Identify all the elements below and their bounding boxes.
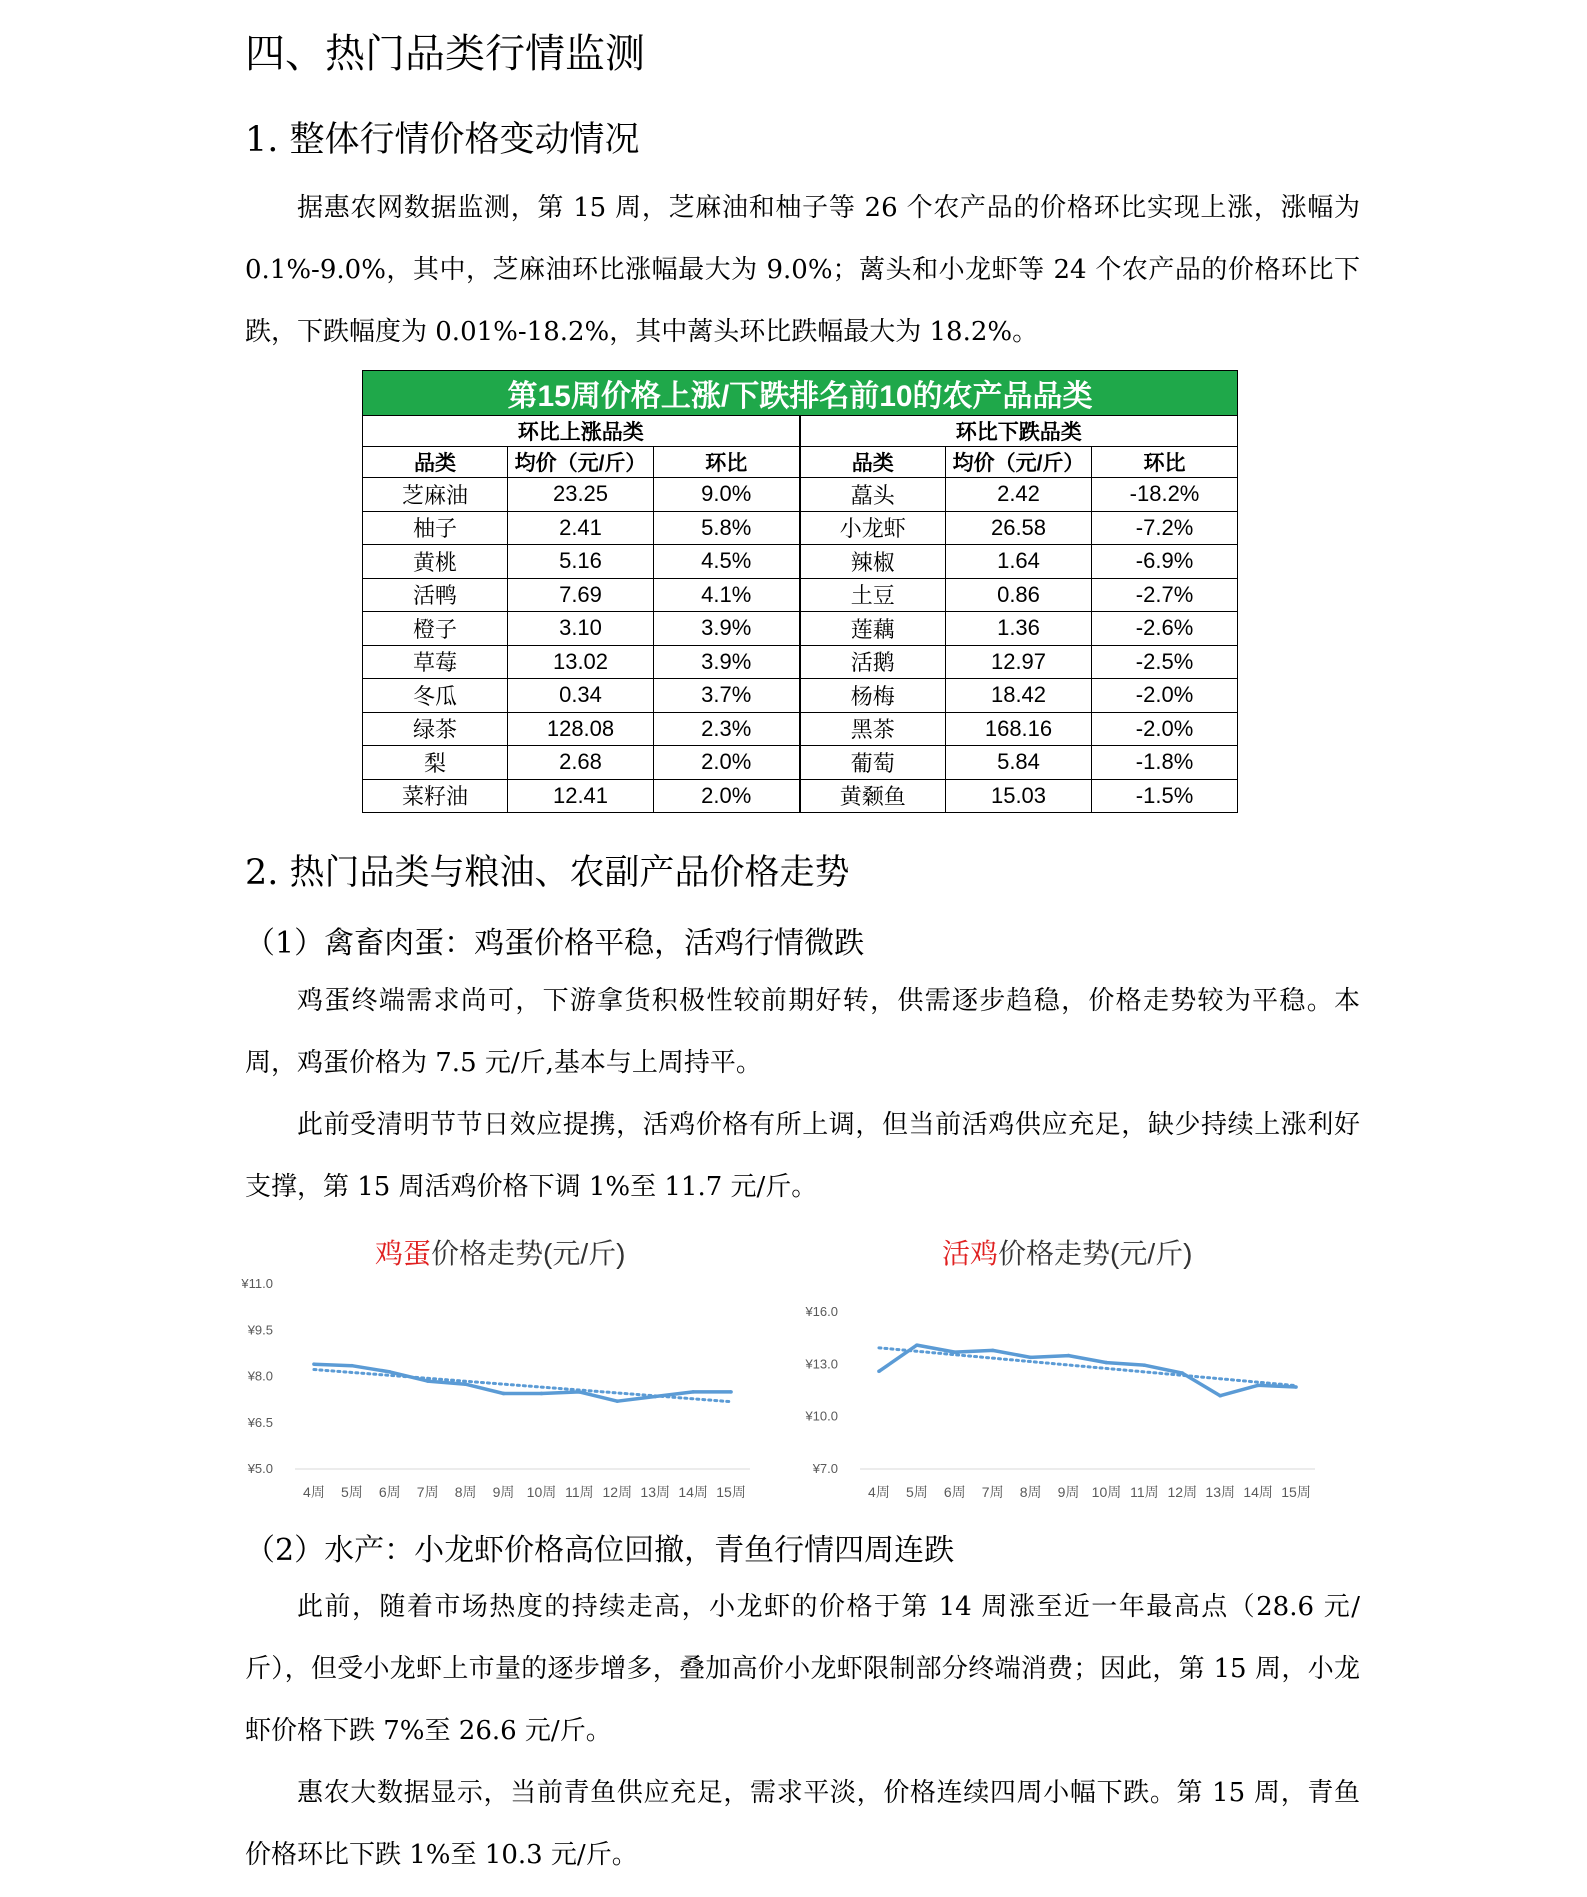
table-row <box>363 779 1238 813</box>
x-tick-label: 15周 <box>1281 1484 1311 1500</box>
x-tick-label: 10周 <box>526 1484 557 1500</box>
data-point <box>1256 1383 1260 1387</box>
column-header: 品类 <box>800 447 946 478</box>
table-cell: 活鸭 <box>363 578 508 612</box>
y-tick-label: ¥5.0 <box>247 1461 273 1476</box>
up-group-header: 环比上涨品类 <box>363 416 800 447</box>
data-point <box>1143 1363 1147 1367</box>
x-tick-label: 12周 <box>602 1484 633 1500</box>
y-tick-label: ¥13.0 <box>805 1356 838 1372</box>
x-tick-label: 15周 <box>716 1484 746 1500</box>
x-tick-label: 14周 <box>1243 1484 1273 1500</box>
y-tick-label: ¥11.0 <box>241 1276 273 1291</box>
table-cell: -6.9% <box>1092 545 1238 579</box>
column-header: 均价（元/斤） <box>946 447 1092 478</box>
data-point <box>464 1382 468 1386</box>
table-cell: 0.34 <box>508 679 654 713</box>
series-line <box>314 1364 731 1401</box>
y-tick-label: ¥8.0 <box>247 1368 273 1384</box>
x-tick-label: 7周 <box>981 1484 1004 1500</box>
section-title: 四、热门品类行情监测 <box>245 31 645 77</box>
data-point <box>540 1392 544 1396</box>
data-point <box>653 1395 657 1399</box>
item2-title: （2）水产：小龙虾价格高位回撤，青鱼行情四周连跌 <box>245 1533 955 1568</box>
table-cell: 草莓 <box>363 645 508 679</box>
table-cell: 3.10 <box>508 612 654 646</box>
subsection-title-1: 1. 整体行情价格变动情况 <box>245 120 640 160</box>
data-point <box>350 1364 354 1368</box>
table-cell: 7.69 <box>508 578 654 612</box>
column-header: 环比 <box>654 447 800 478</box>
table-cell: 4.1% <box>654 578 800 612</box>
table-cell: 18.42 <box>946 679 1092 713</box>
table-cell: -1.5% <box>1092 779 1238 813</box>
trendline <box>879 1348 1296 1386</box>
table-cell: -2.7% <box>1092 578 1238 612</box>
x-tick-label: 11周 <box>565 1484 594 1500</box>
y-tick-label: ¥10.0 <box>805 1408 838 1424</box>
table-row <box>363 746 1238 780</box>
price-ranking-table <box>362 370 1237 813</box>
x-tick-label: 4周 <box>868 1484 890 1500</box>
crayfish-paragraph: 此前，随着市场热度的持续走高，小龙虾的价格于第 14 周涨至近一年最高点（28.6 元/斤），但受小龙虾上市量的逐步增多，叠加高价小龙虾限制部分终端消费；因此，第 15 周，小龙虾价格下跌 7%至 26.6 元/斤。 <box>245 1592 1360 1746</box>
table-cell: 2.41 <box>508 511 654 545</box>
table-cell: 26.58 <box>946 511 1092 545</box>
y-tick-label: ¥16.0 <box>805 1304 838 1319</box>
table-cell: 橙子 <box>363 612 508 646</box>
table-cell: 黄颡鱼 <box>800 779 946 813</box>
data-point <box>877 1370 881 1374</box>
data-point <box>953 1350 957 1354</box>
data-point <box>691 1390 695 1394</box>
chart-title-highlight: 鸡蛋 <box>375 1238 432 1269</box>
table-cell: 3.7% <box>654 679 800 713</box>
x-tick-label: 7周 <box>416 1484 439 1500</box>
table-cell: 芝麻油 <box>363 478 508 512</box>
table-cell: -2.0% <box>1092 679 1238 713</box>
table-cell: -2.5% <box>1092 645 1238 679</box>
x-tick-label: 5周 <box>905 1484 928 1500</box>
overview-paragraph: 据惠农网数据监测，第 15 周，芝麻油和柚子等 26 个农产品的价格环比实现上涨，涨幅为 0.1%-9.0%，其中，芝麻油环比涨幅最大为 9.0%；蓠头和小龙虾等 24 个农产品的价格环比下跌，下跌幅度为 0.01%-18.2%，其中蓠头环比跌幅最大为 18.2%。 <box>245 193 1360 347</box>
x-tick-label: 9周 <box>1057 1484 1080 1500</box>
table-cell: 1.64 <box>946 545 1092 579</box>
table-row <box>363 578 1238 612</box>
table-cell: -1.8% <box>1092 746 1238 780</box>
table-cell: 黑茶 <box>800 712 946 746</box>
table-cell: -2.6% <box>1092 612 1238 646</box>
herring-paragraph: 惠农大数据显示，当前青鱼供应充足，需求平淡，价格连续四周小幅下跌。第 15 周，青鱼价格环比下跌 1%至 10.3 元/斤。 <box>245 1778 1360 1870</box>
table-cell: 2.0% <box>654 779 800 813</box>
x-tick-label: 14周 <box>678 1484 708 1500</box>
table-row <box>363 545 1238 579</box>
y-tick-label: ¥6.5 <box>247 1414 273 1430</box>
table-cell: 168.16 <box>946 712 1092 746</box>
data-point <box>1105 1361 1109 1365</box>
data-point <box>991 1349 995 1353</box>
x-tick-label: 8周 <box>1019 1484 1042 1500</box>
table-cell: 小龙虾 <box>800 511 946 545</box>
table-cell: 128.08 <box>508 712 654 746</box>
x-tick-label: 10周 <box>1091 1484 1122 1500</box>
data-point <box>312 1362 316 1366</box>
table-cell: 13.02 <box>508 645 654 679</box>
table-cell: 2.42 <box>946 478 1092 512</box>
chart-title-highlight: 活鸡 <box>942 1238 999 1269</box>
x-tick-label: 11周 <box>1130 1484 1159 1500</box>
data-point <box>426 1379 430 1383</box>
chart-title-rest: 价格走势(元/斤) <box>998 1238 1193 1269</box>
table-cell: 23.25 <box>508 478 654 512</box>
chart-svg <box>805 1232 1345 1512</box>
data-point <box>1029 1356 1033 1360</box>
table-row <box>363 712 1238 746</box>
table-cell: 5.16 <box>508 545 654 579</box>
table-cell: 2.0% <box>654 746 800 780</box>
table-cell: 12.41 <box>508 779 654 813</box>
table-cell: 15.03 <box>946 779 1092 813</box>
table-cell: 杨梅 <box>800 679 946 713</box>
table-cell: 1.36 <box>946 612 1092 646</box>
table-cell: 2.68 <box>508 746 654 780</box>
table-cell: 菜籽油 <box>363 779 508 813</box>
chicken-paragraph: 此前受清明节节日效应提携，活鸡价格有所上调，但当前活鸡供应充足，缺少持续上涨利好支撑，第 15 周活鸡价格下调 1%至 11.7 元/斤。 <box>245 1110 1360 1202</box>
data-point <box>729 1390 733 1394</box>
y-tick-label: ¥9.5 <box>247 1322 273 1338</box>
table-cell: 5.84 <box>946 746 1092 780</box>
column-header: 环比 <box>1092 447 1238 478</box>
x-tick-label: 13周 <box>1205 1484 1235 1500</box>
table-cell: -2.0% <box>1092 712 1238 746</box>
table-cell: 柚子 <box>363 511 508 545</box>
column-header: 品类 <box>363 447 508 478</box>
x-tick-label: 6周 <box>378 1484 401 1500</box>
table-row <box>363 511 1238 545</box>
table-row <box>363 478 1238 512</box>
x-tick-label: 8周 <box>454 1484 477 1500</box>
table-cell: 活鹅 <box>800 645 946 679</box>
data-point <box>1294 1385 1298 1389</box>
data-point <box>1180 1371 1184 1375</box>
table-cell: 3.9% <box>654 612 800 646</box>
data-point <box>388 1370 392 1374</box>
table-row <box>363 679 1238 713</box>
y-tick-label: ¥7.0 <box>812 1461 838 1476</box>
table-cell: 冬瓜 <box>363 679 508 713</box>
egg-paragraph: 鸡蛋终端需求尚可，下游拿货积极性较前期好转，供需逐步趋稳，价格走势较为平稳。本周，鸡蛋价格为 7.5 元/斤,基本与上周持平。 <box>245 986 1360 1078</box>
table-cell: 5.8% <box>654 511 800 545</box>
data-point <box>578 1390 582 1394</box>
table-cell: 2.3% <box>654 712 800 746</box>
chart-title-rest: 价格走势(元/斤) <box>431 1238 626 1269</box>
table-row <box>363 612 1238 646</box>
data-point <box>1218 1394 1222 1398</box>
chicken-price-chart <box>805 1232 1345 1512</box>
data-point <box>615 1399 619 1403</box>
trendline <box>314 1370 731 1402</box>
down-group-header: 环比下跌品类 <box>800 416 1238 447</box>
table-cell: 辣椒 <box>800 545 946 579</box>
item1-title: （1）禽畜肉蛋：鸡蛋价格平稳，活鸡行情微跌 <box>245 926 865 961</box>
table-row <box>363 645 1238 679</box>
column-header: 均价（元/斤） <box>508 447 654 478</box>
table-cell: 梨 <box>363 746 508 780</box>
table-cell: 12.97 <box>946 645 1092 679</box>
table-cell: 0.86 <box>946 578 1092 612</box>
table-cell: 9.0% <box>654 478 800 512</box>
x-tick-label: 9周 <box>492 1484 515 1500</box>
table-cell: 3.9% <box>654 645 800 679</box>
x-tick-label: 6周 <box>943 1484 966 1500</box>
table-cell: 莲藕 <box>800 612 946 646</box>
x-tick-label: 5周 <box>340 1484 363 1500</box>
table-cell: -7.2% <box>1092 511 1238 545</box>
table-cell: 土豆 <box>800 578 946 612</box>
table-cell: -18.2% <box>1092 478 1238 512</box>
x-tick-label: 12周 <box>1167 1484 1198 1500</box>
data-point <box>915 1343 919 1347</box>
table-cell: 黄桃 <box>363 545 508 579</box>
table-cell: 藠头 <box>800 478 946 512</box>
chart-svg <box>240 1232 780 1512</box>
table-cell: 葡萄 <box>800 746 946 780</box>
data-point <box>1067 1354 1071 1358</box>
data-point <box>502 1392 506 1396</box>
table-cell: 4.5% <box>654 545 800 579</box>
egg-price-chart <box>240 1232 780 1512</box>
table-cell: 绿茶 <box>363 712 508 746</box>
subsection-title-2: 2. 热门品类与粮油、农副产品价格走势 <box>245 853 850 893</box>
table-title: 第15周价格上涨/下跌排名前10的农产品品类 <box>363 371 1238 416</box>
x-tick-label: 4周 <box>303 1484 325 1500</box>
x-tick-label: 13周 <box>640 1484 670 1500</box>
